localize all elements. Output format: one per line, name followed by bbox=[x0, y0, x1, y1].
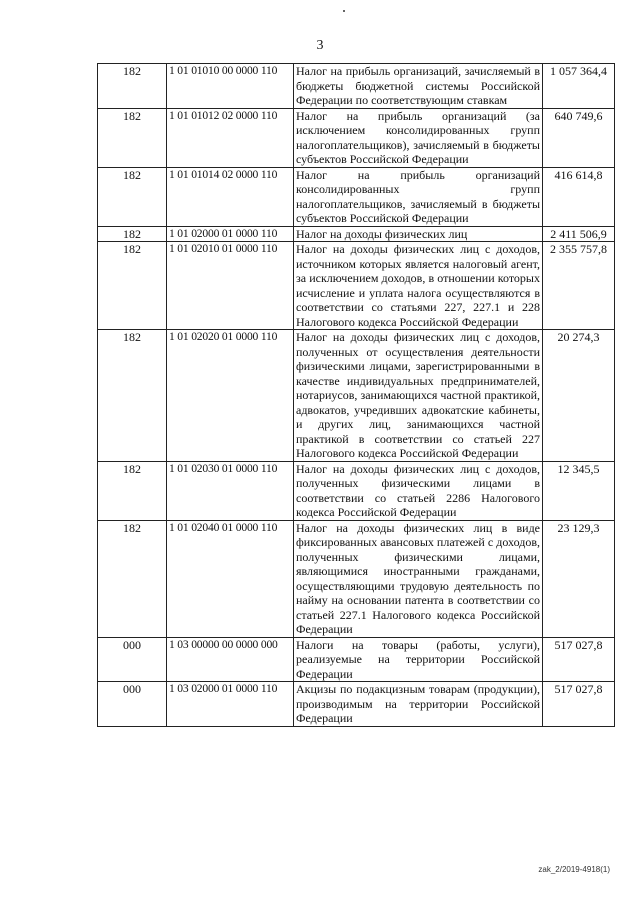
sum-cell: 640 749,6 bbox=[543, 108, 615, 167]
table-row bbox=[98, 637, 615, 682]
table-row bbox=[98, 167, 615, 226]
kbk-code-cell: 1 01 01010 00 0000 110 bbox=[167, 64, 294, 109]
kbk-code-cell: 1 01 02010 01 0000 110 bbox=[167, 242, 294, 330]
table-row bbox=[98, 461, 615, 520]
admin-code-cell: 182 bbox=[98, 108, 167, 167]
revenue-name-cell: Налог на доходы физических лиц в виде фиксированных авансовых платежей с доходов, полученных физическими лицами, являющимися иностранными гражданами, осуществляющими трудовую деятельность по найму на основании патента в соответствии со статьей 227.1 Налогового кодекса Российской Федерации bbox=[294, 520, 543, 637]
sum-cell: 20 274,3 bbox=[543, 330, 615, 462]
table-row bbox=[98, 682, 615, 727]
page-number: 3 bbox=[316, 38, 324, 53]
admin-code-cell: 182 bbox=[98, 520, 167, 637]
revenue-name-cell: Налог на прибыль организаций (за исключением консолидированных групп налогоплательщиков), зачисляемый в бюджеты субъектов Российской Федерации bbox=[294, 108, 543, 167]
admin-code-cell: 182 bbox=[98, 167, 167, 226]
kbk-code-cell: 1 01 01014 02 0000 110 bbox=[167, 167, 294, 226]
budget-revenue-table bbox=[97, 63, 615, 727]
admin-code-cell: 000 bbox=[98, 682, 167, 727]
kbk-code-cell: 1 03 02000 01 0000 110 bbox=[167, 682, 294, 727]
scan-speck bbox=[343, 10, 345, 12]
sum-cell: 517 027,8 bbox=[543, 637, 615, 682]
revenue-name-cell: Налог на доходы физических лиц с доходов, полученных физическими лицами в соответствии со статьей 2286 Налогового кодекса Российской Федерации bbox=[294, 461, 543, 520]
sum-cell: 2 411 506,9 bbox=[543, 226, 615, 242]
revenue-name-cell: Налог на доходы физических лиц с доходов, полученных от осуществления деятельности физическими лицами, зарегистрированными в качестве индивидуальных предпринимателей, нотариусов, занимающихся частной практикой, адвокатов, учредивших адвокатские кабинеты, и других лиц, занимающихся частной практикой в соответствии со статьей 227 Налогового кодекса Российской Федерации bbox=[294, 330, 543, 462]
table-row bbox=[98, 520, 615, 637]
sum-cell: 1 057 364,4 bbox=[543, 64, 615, 109]
kbk-code-cell: 1 03 00000 00 0000 000 bbox=[167, 637, 294, 682]
kbk-code-cell: 1 01 02040 01 0000 110 bbox=[167, 520, 294, 637]
revenue-name-cell: Налог на доходы физических лиц с доходов, источником которых является налоговый агент, за исключением доходов, в отношении которых исчисление и уплата налога осуществляются в соответствии со статьями 227, 227.1 и 228 Налогового кодекса Российской Федерации bbox=[294, 242, 543, 330]
admin-code-cell: 182 bbox=[98, 242, 167, 330]
revenue-name-cell: Налог на прибыль организаций консолидированных групп налогоплательщиков, зачисляемый в бюджеты субъектов Российской Федерации bbox=[294, 167, 543, 226]
document-reference: zak_2/2019-4918(1) bbox=[538, 865, 610, 874]
revenue-name-cell: Налог на доходы физических лиц bbox=[294, 226, 543, 242]
sum-cell: 416 614,8 bbox=[543, 167, 615, 226]
admin-code-cell: 182 bbox=[98, 461, 167, 520]
revenue-name-cell: Налог на прибыль организаций, зачисляемый в бюджеты бюджетной системы Российской Федерации по соответствующим ставкам bbox=[294, 64, 543, 109]
sum-cell: 2 355 757,8 bbox=[543, 242, 615, 330]
kbk-code-cell: 1 01 02030 01 0000 110 bbox=[167, 461, 294, 520]
table-row bbox=[98, 242, 615, 330]
table-row bbox=[98, 108, 615, 167]
table-row bbox=[98, 64, 615, 109]
table-row bbox=[98, 226, 615, 242]
admin-code-cell: 182 bbox=[98, 330, 167, 462]
kbk-code-cell: 1 01 02000 01 0000 110 bbox=[167, 226, 294, 242]
sum-cell: 12 345,5 bbox=[543, 461, 615, 520]
sum-cell: 517 027,8 bbox=[543, 682, 615, 727]
admin-code-cell: 182 bbox=[98, 226, 167, 242]
table-row bbox=[98, 330, 615, 462]
revenue-name-cell: Акцизы по подакцизным товарам (продукции), производимым на территории Российской Федерации bbox=[294, 682, 543, 727]
admin-code-cell: 182 bbox=[98, 64, 167, 109]
revenue-name-cell: Налоги на товары (работы, услуги), реализуемые на территории Российской Федерации bbox=[294, 637, 543, 682]
kbk-code-cell: 1 01 02020 01 0000 110 bbox=[167, 330, 294, 462]
admin-code-cell: 000 bbox=[98, 637, 167, 682]
sum-cell: 23 129,3 bbox=[543, 520, 615, 637]
kbk-code-cell: 1 01 01012 02 0000 110 bbox=[167, 108, 294, 167]
